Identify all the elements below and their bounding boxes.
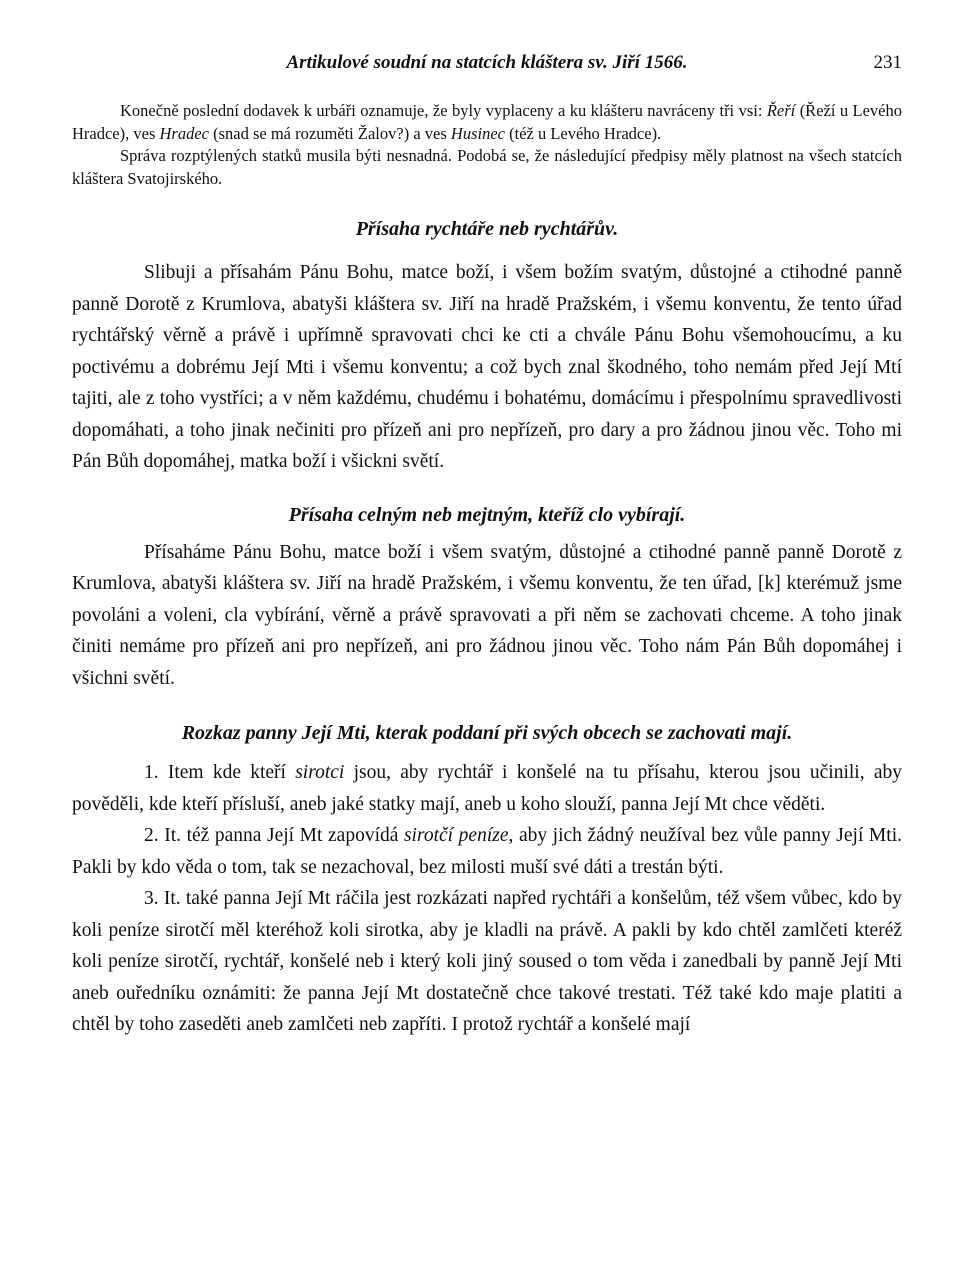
intro-paragraph-2: Správa rozptýlených statků musila býti nesnadná. Podobá se, že následující předpisy měly platnost na všech statcích kláštera Svatojirského. — [72, 146, 902, 188]
section-heading-order-of-abbess: Rozkaz panny Její Mti, kterak poddaní při svých obcech se zachovati mají. — [181, 722, 793, 744]
term-sirotci: sirotci — [295, 762, 345, 783]
place-name-reri: Řeří — [766, 101, 796, 120]
section-heading-oath-toll-collectors: Přísaha celným neb mejtným, kteříž clo vybírají. — [288, 503, 686, 526]
intro-text-d: (též u Levého Hradce). — [504, 123, 662, 143]
book-page — [72, 52, 902, 1041]
item-1-text-b: jsou, aby rychtář i konšelé na tu přísahu, kterou jsou učinili, aby pověděli, kde kteří přísluší, aneb jaké statky mají, aneb u koho slouží, panna Její Mt chce věděti. — [72, 762, 902, 815]
item-1-text-a: 1. Item kde kteří — [144, 762, 296, 783]
numbered-item-1 — [72, 757, 902, 820]
body-text — [72, 218, 902, 1041]
running-head — [72, 52, 902, 84]
running-title: Artikulové soudní na statcích kláštera sv. Jiří 1566. — [286, 52, 688, 73]
item-2-text-b: , aby jich žádný neužíval bez vůle panny Její Mti. Pakli by kdo věda o tom, tak se nezachoval, bez milosti muší své dáti a trestán býti. — [72, 825, 902, 878]
section-heading-oath-reeve: Přísaha rychtáře neb rychtářův. — [355, 218, 619, 240]
page-number: 231 — [873, 52, 902, 73]
intro-text-b: (Řeží u Levého Hradce), ves — [72, 101, 902, 143]
item-2-text-a: 2. It. též panna Její Mt zapovídá — [144, 825, 404, 846]
intro-text-c: (snad se má rozuměti Žalov?) a ves — [208, 123, 451, 143]
numbered-item-2 — [72, 820, 902, 883]
intro-text-a: Konečně poslední dodavek k urbáři oznamuje, že byly vyplaceny a ku klášteru navráceny tři vsi: — [120, 101, 767, 120]
intro-paragraph-1 — [72, 100, 902, 145]
section-text-oath-reeve: Slibuji a přísahám Pánu Bohu, matce boží, i všem božím svatým, důstojné a ctihodné panně panně Dorotě z Krumlova, abatyši kláštera sv. Jiří na hradě Pražském, i všemu konventu, že tento úřad rychtářský věrně a právě i upřímně spravovati chci ke cti a chvále Pánu Bohu všemohoucímu, a ku poctivému a dobrému Její Mti i všemu konventu; a což bych znal škodného, toho nemám před Její Mtí tajiti, ale z toho vystříci; a v něm každému, chudému i bohatému, domácímu i přespolnímu spravedlivosti dopomáhati, a toho jinak nečiniti pro přízeň ani pro nepřízeň, pro dary a pro žádnou jinou věc. Toho mi Pán Bůh dopomáhej, matka boží i všickni světí. — [72, 262, 902, 472]
intro-note — [72, 100, 902, 190]
place-name-husinec: Husinec — [450, 123, 505, 143]
term-sirotci-penize: sirotčí peníze — [403, 825, 509, 846]
numbered-item-3: 3. It. také panna Její Mt ráčila jest rozkázati napřed rychtáři a konšelům, též všem vůbec, kdo by koli peníze sirotčí měl kteréhož koli sirotka, aby je kladli na právě. A pakli by kdo chtěl zamlčeti kteréž koli peníze sirotčí, rychtář, konšelé neb i který koli jiný soused o tom věda i zanedbali by panně Její Mti aneb ouředníku oznámiti: že panna Její Mt dostatečně chce takové trestati. Též také kdo maje platiti a chtěl by toho zaseděti aneb zamlčeti neb zapříti. I protož rychtář a konšelé mají — [72, 888, 902, 1035]
place-name-hradec: Hradec — [159, 123, 209, 143]
section-text-oath-toll-collectors: Přísaháme Pánu Bohu, matce boží i všem svatým, důstojné a ctihodné panně panně Dorotě z Krumlova, abatyši kláštera sv. Jiří na hradě Pražském, i všemu konventu, že ten úřad, [k] kterémuž jsme povoláni a voleni, cla vybírání, věrně a právě spravovati a při něm se zachovati chceme. A toho jinak činiti nemáme pro přízeň ani pro nepřízeň, ani pro žádnou jinou věc. Toho nám Pán Bůh dopomáhej i všichni světí. — [72, 541, 902, 689]
